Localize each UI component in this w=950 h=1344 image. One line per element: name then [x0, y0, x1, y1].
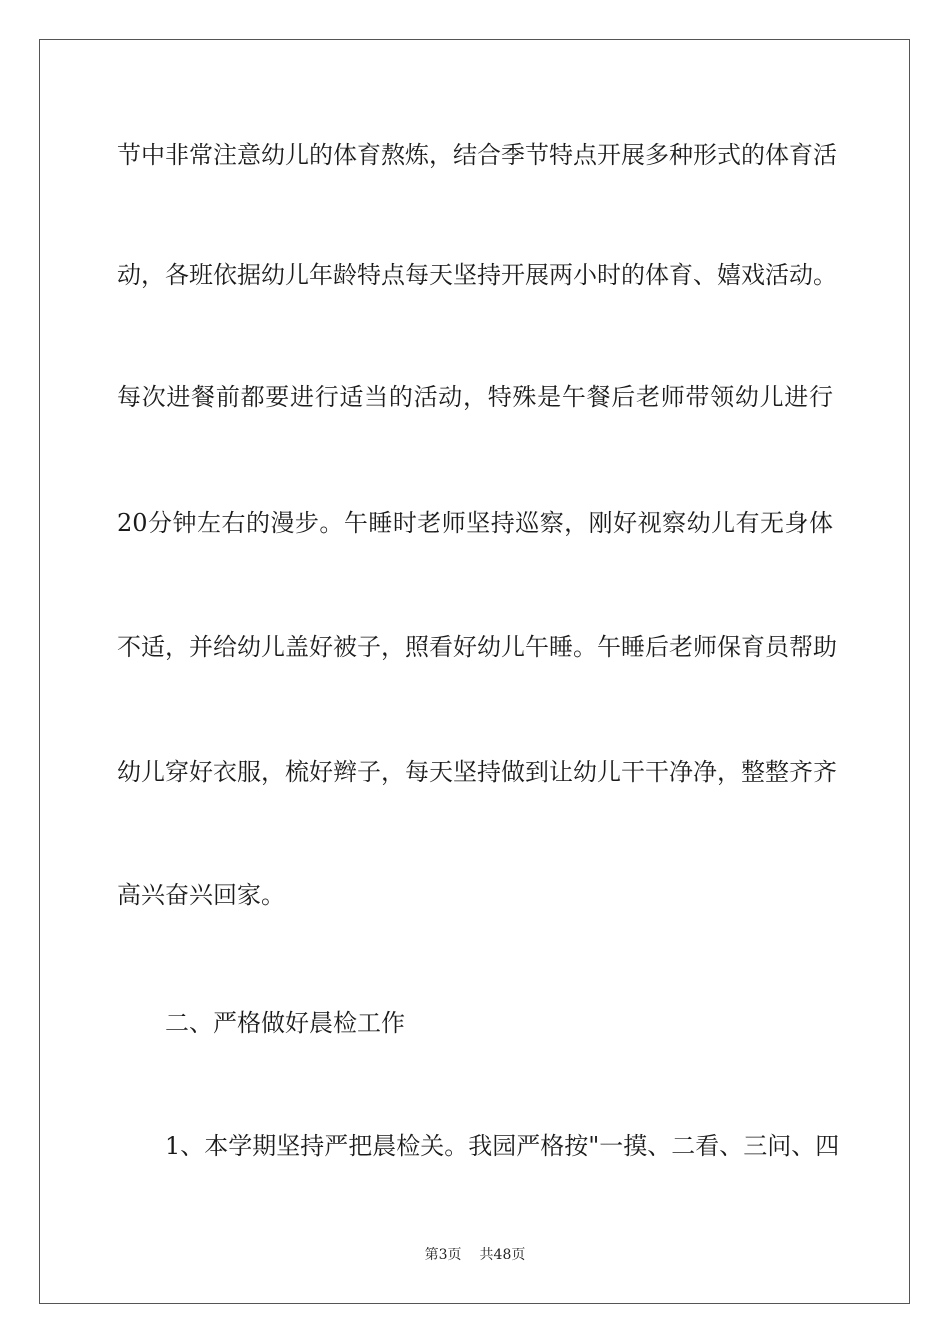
page-number: 第3页	[424, 1247, 462, 1263]
body-text-line: 高兴奋兴回家。	[117, 881, 285, 909]
section-heading: 二、严格做好晨检工作	[165, 1009, 405, 1037]
body-text-line: 1、本学期坚持严把晨检关。我园严格按"一摸、二看、三问、四	[165, 1132, 840, 1160]
page-footer	[0, 1246, 950, 1264]
page-frame	[39, 39, 910, 1304]
body-text-line: 20分钟左右的漫步。午睡时老师坚持巡察，刚好视察幼儿有无身体	[117, 509, 833, 537]
body-text-line: 每次进餐前都要进行适当的活动，特殊是午餐后老师带领幼儿进行	[117, 383, 833, 411]
body-text-line: 不适，并给幼儿盖好被子，照看好幼儿午睡。午睡后老师保育员帮助	[117, 633, 837, 661]
body-text-line: 幼儿穿好衣服，梳好辫子，每天坚持做到让幼儿干干净净，整整齐齐	[117, 758, 837, 786]
body-text-line: 节中非常注意幼儿的体育熬炼，结合季节特点开展多种形式的体育活	[117, 141, 837, 169]
body-text-line: 动，各班依据幼儿年龄特点每天坚持开展两小时的体育、嬉戏活动。	[117, 261, 837, 289]
page-total: 共48页	[479, 1247, 526, 1263]
